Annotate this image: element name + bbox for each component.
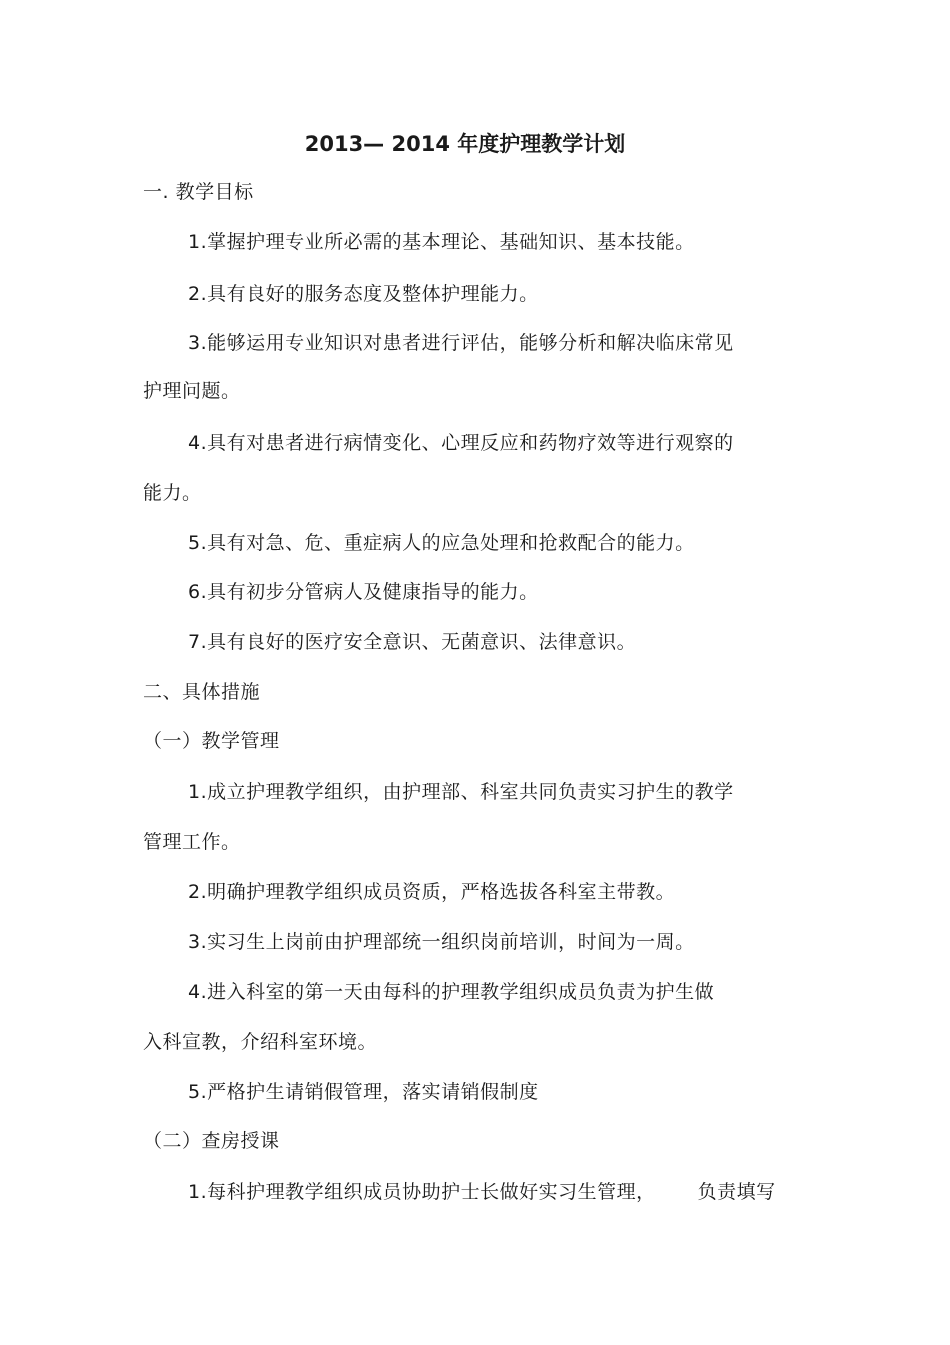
management-item-1: 1.成立护理教学组织，由护理部、科室共同负责实习护生的教学 [188,781,734,803]
management-item-4: 4.进入科室的第一天由每科的护理教学组织成员负责为护生做 [188,981,715,1003]
document-title: 2013— 2014 年度护理教学计划 [304,132,626,156]
management-item-5: 5.严格护生请销假管理，落实请销假制度 [188,1081,539,1103]
goal-item-3-continued: 护理问题。 [143,380,241,402]
rounds-item-1-text: 1.每科护理教学组织成员协助护士长做好实习生管理， [188,1181,656,1203]
goal-item-4: 4.具有对患者进行病情变化、心理反应和药物疗效等进行观察的 [188,432,734,454]
section-heading-teaching-goals: 一. 教学目标 [143,181,254,203]
section-heading-measures: 二、具体措施 [143,681,261,703]
goal-item-5: 5.具有对急、危、重症病人的应急处理和抢救配合的能力。 [188,532,695,554]
goal-item-4-continued: 能力。 [143,482,202,504]
management-item-4-continued: 入科宣教，介绍科室环境。 [143,1031,378,1053]
management-item-3: 3.实习生上岗前由护理部统一组织岗前培训，时间为一周。 [188,931,695,953]
subsection-heading-teaching-management: （一）教学管理 [143,730,280,752]
management-item-1-continued: 管理工作。 [143,831,241,853]
goal-item-2: 2.具有良好的服务态度及整体护理能力。 [188,283,539,305]
goal-item-6: 6.具有初步分管病人及健康指导的能力。 [188,581,539,603]
management-item-2: 2.明确护理教学组织成员资质，严格选拔各科室主带教。 [188,881,676,903]
subsection-heading-rounds-lectures: （二）查房授课 [143,1130,280,1152]
goal-item-1: 1.掌握护理专业所必需的基本理论、基础知识、基本技能。 [188,231,695,253]
rounds-item-1 [188,1180,776,1204]
goal-item-7: 7.具有良好的医疗安全意识、无菌意识、法律意识。 [188,631,637,653]
rounds-item-1-tail: 负责填写 [697,1181,776,1203]
goal-item-3: 3.能够运用专业知识对患者进行评估，能够分析和解决临床常见 [188,332,734,354]
